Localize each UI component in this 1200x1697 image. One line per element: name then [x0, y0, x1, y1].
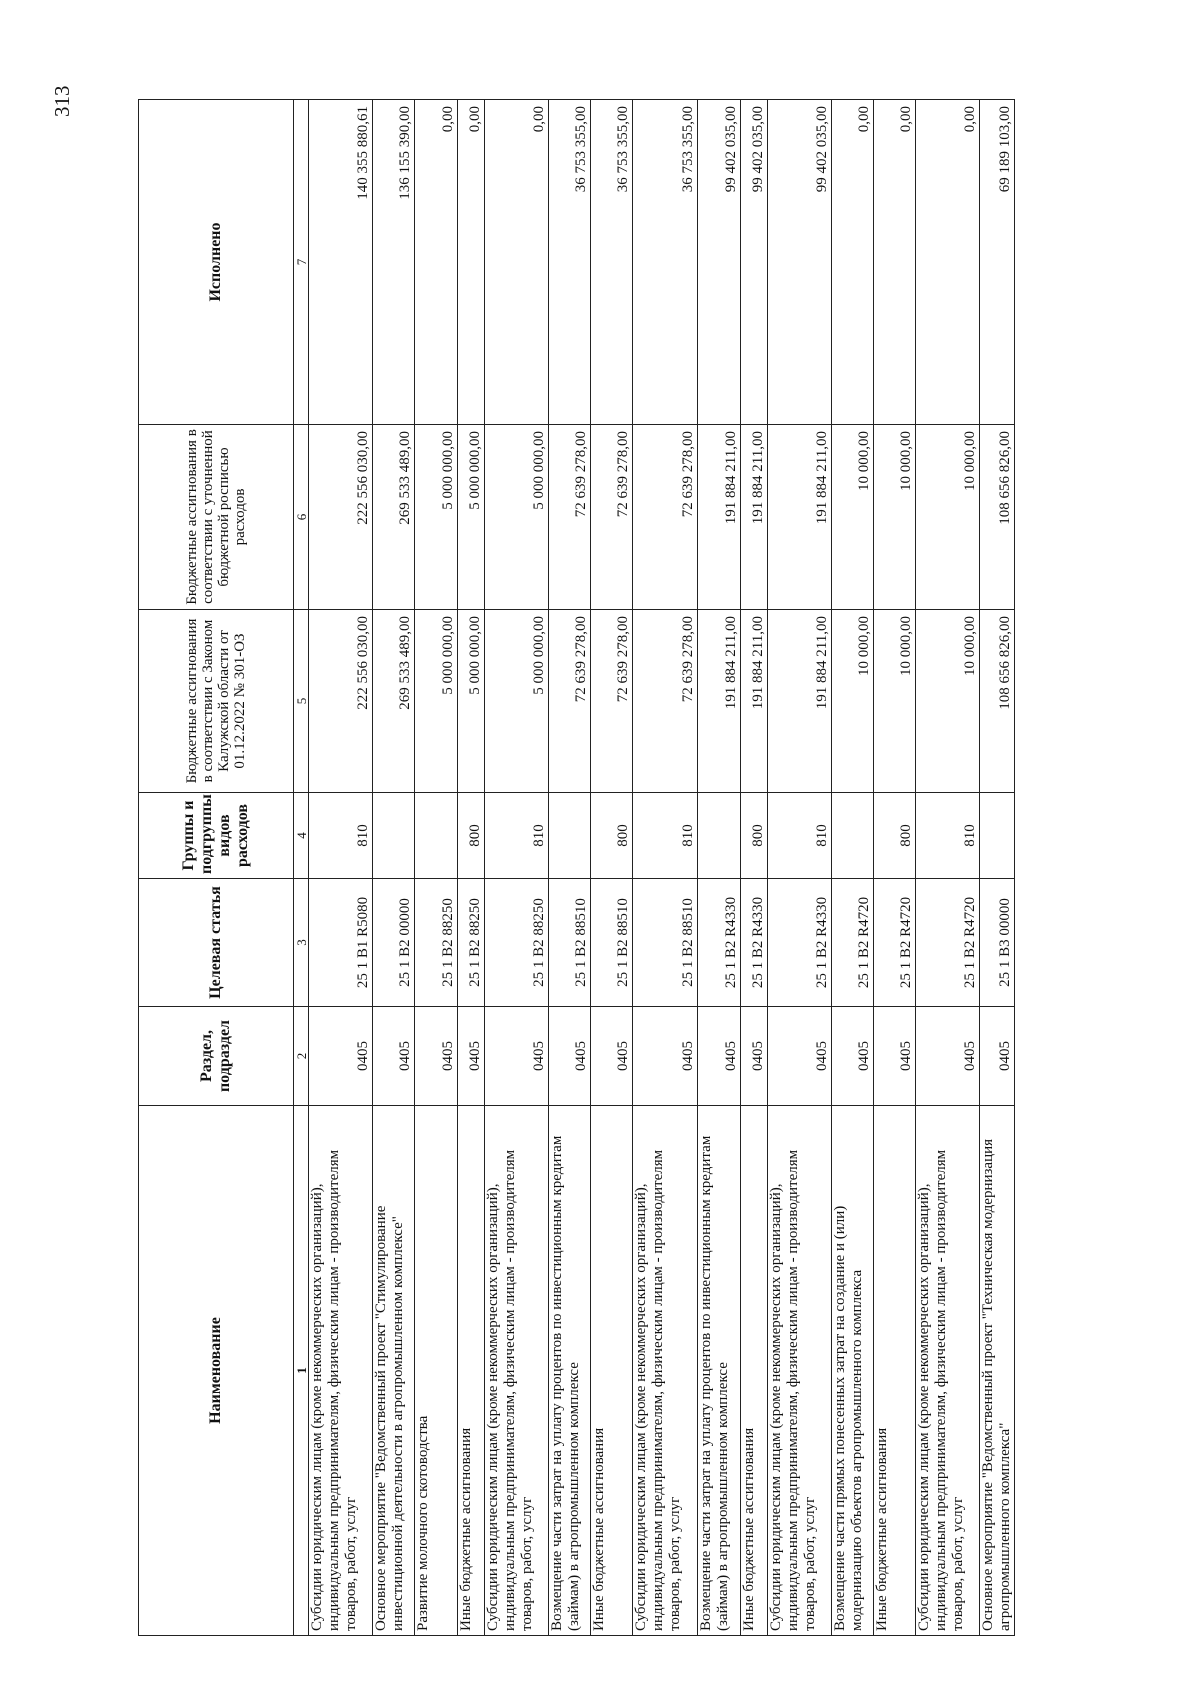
row-group-cell: 810 — [768, 793, 832, 879]
page-number: 313 — [50, 85, 74, 117]
row-target-cell: 25 1 B2 R4720 — [874, 879, 916, 1007]
row-group-cell: 810 — [485, 793, 549, 879]
row-executed-amount-cell: 0,00 — [874, 100, 916, 425]
row-law-amount-cell: 72 639 278,00 — [549, 610, 591, 793]
row-section-cell: 0405 — [415, 1007, 458, 1106]
row-section-cell: 0405 — [309, 1007, 373, 1106]
row-executed-amount-cell: 0,00 — [832, 100, 874, 425]
row-target-cell: 25 1 B3 00000 — [980, 879, 1015, 1007]
row-budget-amount-cell: 269 533 489,00 — [373, 425, 415, 610]
row-section-cell: 0405 — [373, 1007, 415, 1106]
row-target-cell: 25 1 B2 88250 — [485, 879, 549, 1007]
row-name-cell: Субсидии юридическим лицам (кроме некоммерческих организаций), индивидуальным предпринимателям, физическим лицам - производителям товаров, работ, услуг — [485, 1106, 549, 1636]
row-group-cell: 810 — [916, 793, 980, 879]
row-name-cell: Иные бюджетные ассигнования — [458, 1106, 485, 1636]
row-executed-amount-cell: 140 355 880,61 — [309, 100, 373, 425]
table-row — [980, 100, 1015, 1636]
row-budget-amount-cell: 10 000,00 — [832, 425, 874, 610]
column-number: 7 — [294, 100, 309, 425]
table-row — [916, 100, 980, 1636]
header-budget: Бюджетные ассигнования в соответствии с уточненной бюджетной росписью расходов — [139, 425, 294, 610]
row-law-amount-cell: 10 000,00 — [832, 610, 874, 793]
row-section-cell: 0405 — [741, 1007, 768, 1106]
header-executed: Исполнено — [139, 100, 294, 425]
table-row — [768, 100, 832, 1636]
header-law: Бюджетные ассигнования в соответствии с Законом Калужской области от 01.12.2022 № 301-ОЗ — [139, 610, 294, 793]
budget-table — [138, 99, 1015, 1636]
row-budget-amount-cell: 222 556 030,00 — [309, 425, 373, 610]
row-section-cell: 0405 — [458, 1007, 485, 1106]
row-group-cell: 800 — [458, 793, 485, 879]
row-law-amount-cell: 108 656 826,00 — [980, 610, 1015, 793]
row-law-amount-cell: 5 000 000,00 — [415, 610, 458, 793]
table-row — [591, 100, 633, 1636]
row-law-amount-cell: 72 639 278,00 — [591, 610, 633, 793]
column-number: 2 — [294, 1007, 309, 1106]
row-group-cell — [698, 793, 741, 879]
row-target-cell: 25 1 B2 00000 — [373, 879, 415, 1007]
row-executed-amount-cell: 99 402 035,00 — [741, 100, 768, 425]
row-section-cell: 0405 — [874, 1007, 916, 1106]
row-budget-amount-cell: 191 884 211,00 — [768, 425, 832, 610]
row-law-amount-cell: 72 639 278,00 — [633, 610, 698, 793]
row-group-cell: 800 — [741, 793, 768, 879]
column-number: 3 — [294, 879, 309, 1007]
table-row — [698, 100, 741, 1636]
row-section-cell: 0405 — [832, 1007, 874, 1106]
row-target-cell: 25 1 B2 88250 — [415, 879, 458, 1007]
row-target-cell: 25 1 B2 R4330 — [741, 879, 768, 1007]
row-executed-amount-cell: 36 753 355,00 — [549, 100, 591, 425]
column-number: 5 — [294, 610, 309, 793]
row-name-cell: Иные бюджетные ассигнования — [591, 1106, 633, 1636]
budget-table-container — [138, 100, 1015, 1636]
row-executed-amount-cell: 36 753 355,00 — [633, 100, 698, 425]
row-group-cell: 800 — [874, 793, 916, 879]
table-row — [309, 100, 373, 1636]
row-group-cell — [373, 793, 415, 879]
row-name-cell: Возмещение части затрат на уплату процентов по инвестиционным кредитам (займам) в агропромышленном комплексе — [549, 1106, 591, 1636]
row-section-cell: 0405 — [916, 1007, 980, 1106]
row-target-cell: 25 1 B2 88250 — [458, 879, 485, 1007]
row-executed-amount-cell: 36 753 355,00 — [591, 100, 633, 425]
row-budget-amount-cell: 191 884 211,00 — [698, 425, 741, 610]
row-section-cell: 0405 — [591, 1007, 633, 1106]
row-law-amount-cell: 10 000,00 — [916, 610, 980, 793]
table-row — [549, 100, 591, 1636]
row-budget-amount-cell: 10 000,00 — [916, 425, 980, 610]
row-section-cell: 0405 — [549, 1007, 591, 1106]
row-section-cell: 0405 — [768, 1007, 832, 1106]
table-row — [373, 100, 415, 1636]
table-row — [633, 100, 698, 1636]
row-target-cell: 25 1 B2 88510 — [591, 879, 633, 1007]
table-body — [309, 100, 1015, 1636]
row-law-amount-cell: 5 000 000,00 — [458, 610, 485, 793]
row-executed-amount-cell: 99 402 035,00 — [698, 100, 741, 425]
row-section-cell: 0405 — [698, 1007, 741, 1106]
row-name-cell: Основное мероприятие "Ведомственный проект "Стимулирование инвестиционной деятельности в агропромышленном комплексе" — [373, 1106, 415, 1636]
row-budget-amount-cell: 5 000 000,00 — [485, 425, 549, 610]
row-name-cell: Развитие молочного скотоводства — [415, 1106, 458, 1636]
row-section-cell: 0405 — [485, 1007, 549, 1106]
table-row — [415, 100, 458, 1636]
row-executed-amount-cell: 69 189 103,00 — [980, 100, 1015, 425]
row-executed-amount-cell: 0,00 — [415, 100, 458, 425]
row-group-cell: 810 — [633, 793, 698, 879]
row-executed-amount-cell: 0,00 — [916, 100, 980, 425]
column-number: 6 — [294, 425, 309, 610]
header-section: Раздел, подраздел — [139, 1007, 294, 1106]
row-section-cell: 0405 — [633, 1007, 698, 1106]
header-groups: Группы и подгруппы видов расходов — [139, 793, 294, 879]
row-group-cell: 810 — [309, 793, 373, 879]
row-budget-amount-cell: 108 656 826,00 — [980, 425, 1015, 610]
row-group-cell — [980, 793, 1015, 879]
row-executed-amount-cell: 0,00 — [458, 100, 485, 425]
table-row — [741, 100, 768, 1636]
header-name: Наименование — [139, 1106, 294, 1636]
row-budget-amount-cell: 10 000,00 — [874, 425, 916, 610]
row-name-cell: Возмещение части затрат на уплату процентов по инвестиционным кредитам (займам) в агропромышленном комплексе — [698, 1106, 741, 1636]
row-group-cell — [832, 793, 874, 879]
row-target-cell: 25 1 B2 R4330 — [768, 879, 832, 1007]
row-section-cell: 0405 — [980, 1007, 1015, 1106]
row-name-cell: Основное мероприятие "Ведомственный проект "Техническая модернизация агропромышленного комплекса" — [980, 1106, 1015, 1636]
column-number-row — [294, 100, 309, 1636]
row-law-amount-cell: 191 884 211,00 — [698, 610, 741, 793]
row-name-cell: Иные бюджетные ассигнования — [741, 1106, 768, 1636]
row-name-cell: Субсидии юридическим лицам (кроме некоммерческих организаций), индивидуальным предпринимателям, физическим лицам - производителям товаров, работ, услуг — [633, 1106, 698, 1636]
table-row — [485, 100, 549, 1636]
row-budget-amount-cell: 5 000 000,00 — [415, 425, 458, 610]
row-name-cell: Субсидии юридическим лицам (кроме некоммерческих организаций), индивидуальным предпринимателям, физическим лицам - производителям товаров, работ, услуг — [309, 1106, 373, 1636]
row-law-amount-cell: 191 884 211,00 — [741, 610, 768, 793]
row-law-amount-cell: 269 533 489,00 — [373, 610, 415, 793]
row-executed-amount-cell: 136 155 390,00 — [373, 100, 415, 425]
row-group-cell: 800 — [591, 793, 633, 879]
row-name-cell: Субсидии юридическим лицам (кроме некоммерческих организаций), индивидуальным предпринимателям, физическим лицам - производителям товаров, работ, услуг — [916, 1106, 980, 1636]
row-law-amount-cell: 10 000,00 — [874, 610, 916, 793]
row-target-cell: 25 1 B2 R4720 — [832, 879, 874, 1007]
row-target-cell: 25 1 B2 88510 — [633, 879, 698, 1007]
row-budget-amount-cell: 5 000 000,00 — [458, 425, 485, 610]
row-target-cell: 25 1 B2 R4330 — [698, 879, 741, 1007]
row-budget-amount-cell: 72 639 278,00 — [591, 425, 633, 610]
row-budget-amount-cell: 72 639 278,00 — [549, 425, 591, 610]
row-law-amount-cell: 222 556 030,00 — [309, 610, 373, 793]
row-target-cell: 25 1 B2 R4720 — [916, 879, 980, 1007]
row-executed-amount-cell: 0,00 — [485, 100, 549, 425]
row-name-cell: Иные бюджетные ассигнования — [874, 1106, 916, 1636]
row-group-cell — [415, 793, 458, 879]
header-row — [139, 100, 294, 1636]
row-target-cell: 25 1 B2 88510 — [549, 879, 591, 1007]
row-law-amount-cell: 191 884 211,00 — [768, 610, 832, 793]
table-row — [874, 100, 916, 1636]
table-row — [458, 100, 485, 1636]
row-budget-amount-cell: 72 639 278,00 — [633, 425, 698, 610]
column-number: 1 — [294, 1106, 309, 1636]
row-law-amount-cell: 5 000 000,00 — [485, 610, 549, 793]
row-executed-amount-cell: 99 402 035,00 — [768, 100, 832, 425]
column-number: 4 — [294, 793, 309, 879]
row-name-cell: Возмещение части прямых понесенных затрат на создание и (или) модернизацию объектов агропромышленного комплекса — [832, 1106, 874, 1636]
row-name-cell: Субсидии юридическим лицам (кроме некоммерческих организаций), индивидуальным предпринимателям, физическим лицам - производителям товаров, работ, услуг — [768, 1106, 832, 1636]
row-target-cell: 25 1 B1 R5080 — [309, 879, 373, 1007]
row-budget-amount-cell: 191 884 211,00 — [741, 425, 768, 610]
header-target: Целевая статья — [139, 879, 294, 1007]
row-group-cell — [549, 793, 591, 879]
table-row — [832, 100, 874, 1636]
